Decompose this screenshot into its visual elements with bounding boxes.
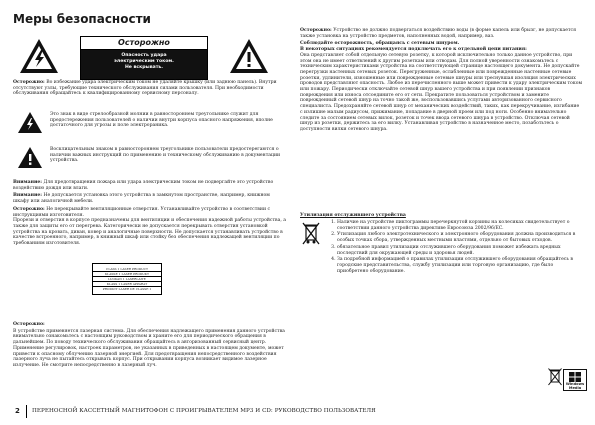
- laser-label-line: CLASS 1 LASER PRODUCT: [93, 267, 161, 272]
- exclamation-warning-icon: [229, 38, 269, 74]
- paragraph: Она представляет собой отдельную сетевую розетку, к которой исключительно только данное устройство, при этом она не имеет ответвлений к другим розеткам или отводам. Для полной уверенности ознакомьтесь с техническим характеристиками устройства на соответствующей странице настоящего документа. Не допускайте перегрузки настенных сетевых розеток. Перегруженные, ослабленные или поврежденные настенные сетевые розетки, удлинители, изношенные или поврежденные сетевые шнуры или треснувшая изоляция электрических проводов представляют опасность. Любое из перечисленного выше может привести к удару электрическим током или пожару. Периодически отключайте сетевой шнур вашего устройства и при появлении признаков повреждения или износа отсоедините его от сети. Прекратите пользоваться устройством и замените поврежденный сетевой шнур на точно такой же, воспользовавшись услугами авторизованного сервисного специалиста. Предохраняйте сетевой шнур от механических воздействий, таких, как перекручивание, изгибание с излишне малым радиусом, прижимание, попадание в дверной проем или под ноги. Особенно внимательно следите за состоянием сетевых вилок, розеток и точек ввода сетевого шнура в устройство. Отключая сетевой шнур из розетки, держитесь за его вилку. Устанавливая устройство в назначенное место, позаботьтесь о доступности вилки сетевого шнура.: [300, 52, 583, 132]
- label: Внимание:: [13, 180, 43, 185]
- windows-flag-icon: [569, 372, 581, 382]
- caution-box: [80, 36, 208, 80]
- paragraph: В некоторых ситуациях рекомендуется подключать его к отдельной цепи питания:: [300, 47, 527, 53]
- lightning-small-icon: [18, 112, 42, 133]
- right-column-top: [300, 28, 583, 135]
- laser-label-line: PRODUIT LASER DE CLASSE 1: [102, 287, 152, 291]
- lightning-warning-icon: [19, 38, 59, 74]
- left-column-bottom: [13, 322, 286, 371]
- paragraph: Прорези и отверстия в корпусе предназначены для вентиляции и обеспечения надежной работы устройства, а также для защиты его от перегрева. Категорически не допускается перекрывать отверстия установкой устройства на кровать, диван, ковер и аналогичные поверхности. Не допускается устанавливать устройство в качестве встроенного, например, в книжный шкаф или стойку без обеспечения надлежащей вентиляции по требованиям изготовителя.: [13, 218, 287, 247]
- page-title: Меры безопасности: [13, 12, 151, 26]
- list-item: 1. Наличие на устройстве пиктограммы перечеркнутой корзины на колесиках свидетельствует о соответствии данного устройства директиве Евросоюза 2002/96/EC.: [337, 220, 583, 231]
- laser-label-line: KLASS 1 LASER APPARAT: [93, 282, 161, 287]
- paragraph: Устройство не должно подвергаться воздействию воды (в форме капель или брызг, не допускается также установка на устройство предметов, наполненных водой, например, ваз.: [300, 28, 576, 39]
- left-column-middle: [13, 180, 286, 249]
- crossed-bin-icon: [302, 222, 320, 246]
- exclamation-note: Восклицательным знаком в равностороннем треугольнике пользователи предостерегаются о наличии важных инструкций по применению и техническому обслуживанию в документации устройства.: [50, 147, 281, 164]
- label: Осторожно:: [13, 206, 45, 212]
- crossed-bin-icon-2: [548, 368, 562, 387]
- footer-text: ПЕРЕНОСНОЙ КАССЕТНЫЙ МАГНИТОФОН С ПРОИГРЫВАТЕЛЕМ MP3 И CD: РУКОВОДСТВО ПОЛЬЗОВАТЕЛЯ: [32, 408, 376, 414]
- laser-label-line: KLASSE 1 LASER PRODUKT: [93, 272, 161, 277]
- exclamation-small-icon: [18, 147, 42, 168]
- disposal-list-wrap: [327, 220, 583, 275]
- caution-line: Опасность удара: [121, 53, 167, 58]
- windows-media-text: Windows Media: [565, 382, 585, 390]
- paragraph: Не перекрывайте вентиляционные отверстия. Устанавливайте устройство в соответствии с инструкциями изготовителя.: [13, 206, 271, 218]
- paragraph: Во избежание удара электрическим током не удаляйте крышку (или заднюю панель). Внутри отсутствуют узлы, требующие технического обслуживания силами пользователя. При необходимости обслуживания обращайтесь к квалифицированному сервисному персоналу.: [13, 80, 277, 97]
- laser-caution-label: Осторожно:: [13, 322, 45, 327]
- laser-label-line: LUOKAN 1 LASERLAITE: [93, 277, 161, 282]
- page-number: 2: [15, 407, 20, 415]
- caution-heading: Осторожно: [81, 37, 207, 50]
- list-item: 4. За подробной информацией о правилах утилизации отслужившего оборудования обращайтесь в городские представительства, службу утилизации или торговую организацию, где было приобретено оборудование.: [337, 257, 583, 274]
- caution-line: Не вскрывать.: [124, 65, 164, 70]
- caution-body: [81, 50, 207, 79]
- footer-divider: [26, 405, 27, 418]
- paragraph: Не допускается установка этого устройства в замкнутом пространстве, например, книжном шкафу или аналогичной мебели.: [13, 193, 270, 205]
- windows-media-logo: [563, 369, 587, 391]
- label: Внимание:: [13, 193, 43, 199]
- left-column-top: [13, 80, 286, 99]
- paragraph: В устройстве применяется лазерная система. Для обеспечения надлежащего применения данного устройства внимательно ознакомьтесь с настоящим руководством и храните его для периодического обращения в дальнейшем. По поводу технического обслуживания обращайтесь в авторизованный сервисный центр. Применение регулировок, настроек параметров, не указанных в приведенных в настоящем документе, может привести к опасному облучению лазерной энергией. Для предотвращения непосредственного воздействия лазерного луча не пытайтесь открывать корпус. При открывании корпуса возникает видимое лазерное излучение. Не смотрите непосредственно в лазерный луч.: [13, 328, 285, 368]
- list-item: 2. Утилизация любого электротехнического и электронного оборудования должна производиться в особых точках сбора, утвержденных местными властями, отдельно от бытовых отходов.: [337, 232, 583, 243]
- paragraph: Для предотвращения пожара или удара электрическим током не подвергайте это устройство воздействию дождя или влаги.: [13, 180, 274, 191]
- lightning-note: Это знак в виде стрелообразной молнии в равностороннем треугольнике служит для предостережения пользователей о наличии внутри корпуса опасного напряжения, вполне достаточного для угрозы и поле электрораника.: [50, 112, 273, 129]
- disposal-heading: Утилизация отслужившего устройства: [300, 213, 406, 218]
- caution-line: электрическим током.: [114, 59, 174, 64]
- list-item: 3. обязательное правил утилизации отслужившего оборудования поможет избежать вредных последствий для окружающей среды и здоровья людей.: [337, 245, 583, 256]
- laser-class-label: [92, 263, 162, 295]
- label: Осторожно:: [300, 28, 332, 33]
- paragraph: Соблюдайте осторожность, обращаясь с сетевым шнуром.: [300, 41, 460, 47]
- label: Осторожно:: [13, 80, 45, 85]
